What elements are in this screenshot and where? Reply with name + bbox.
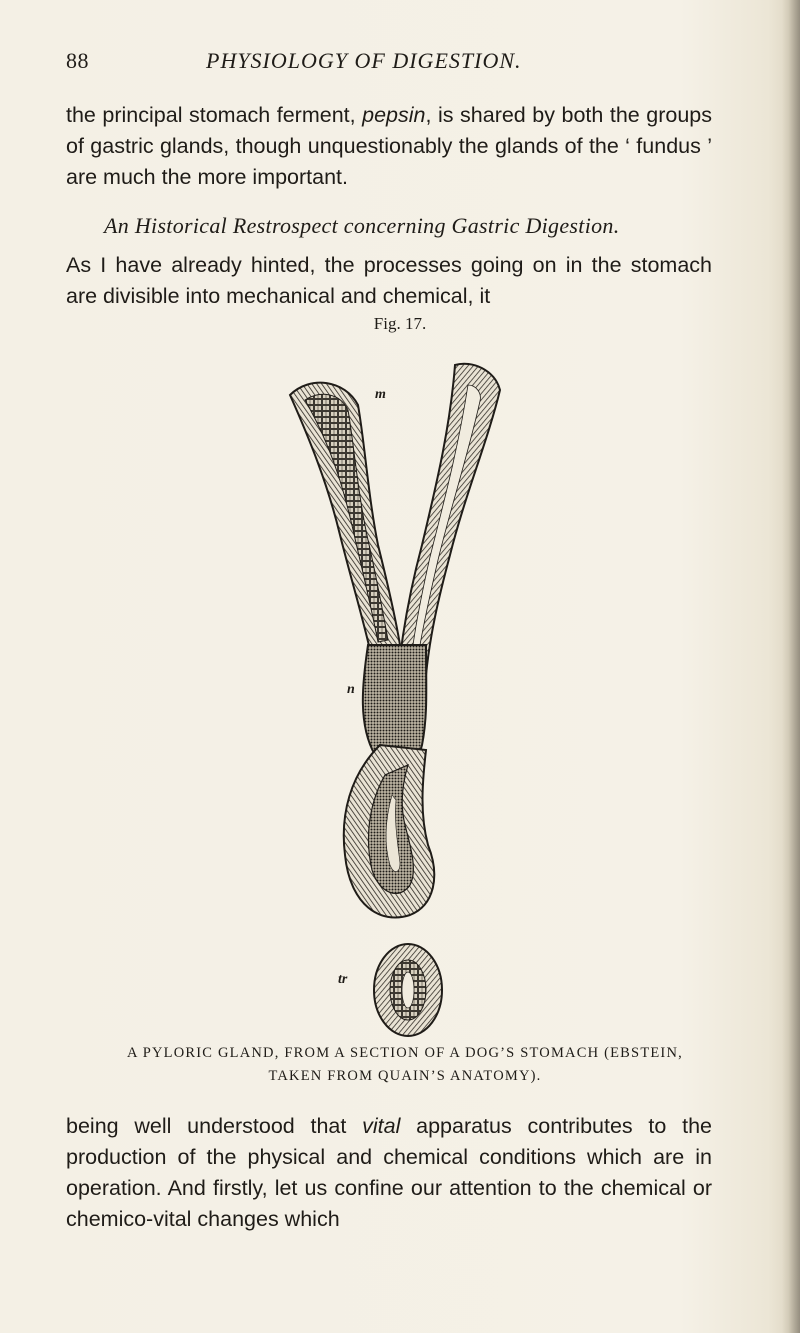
figure-marker-n: n [347,682,355,697]
running-head: PHYSIOLOGY OF DIGESTION. [206,48,522,73]
top-paragraph-italic: pepsin [362,103,426,127]
page-number: 88 [66,48,89,73]
figure-marker-tr: tr [338,972,348,987]
bottom-paragraph-text-a: being well understood that [66,1114,363,1138]
top-paragraph-text-b: , is shared by both the groups of gastric glands, though unquestionably the glands of the ‘ fundus ’ are much the more important. [66,103,713,189]
page-edge-shadow [782,0,800,1333]
bottom-paragraph [66,1111,712,1235]
section-paragraph: As I have already hinted, the processes going on in the stomach are divisible into mechanical and chemical, it [66,253,712,308]
section-heading: An Historical Restrospect concerning Gastric Digestion. [104,213,620,238]
gland-cross-section-lumen [402,972,414,1008]
pyloric-gland-illustration [250,345,530,1045]
figure-marker-m: m [375,387,386,402]
bottom-paragraph-italic: vital [362,1114,401,1138]
top-paragraph [66,100,712,193]
gland-right-lumen [410,385,480,670]
bottom-paragraph-text-b: apparatus contributes to the production of the physical and chemical conditions which are in operation. And firstly, let us confine our attention to the chemical or chemico-vital changes which [66,1114,713,1231]
figure-label: Fig. 17. [373,314,427,333]
gland-drawing [250,345,530,1045]
top-paragraph-text-a: the principal stomach ferment, [66,103,363,127]
caption-line-2: TAKEN FROM QUAIN’S ANATOMY). [268,1068,542,1084]
figure-caption [90,1042,720,1088]
caption-line-1: A PYLORIC GLAND, FROM A SECTION OF A DOG’S STOMACH (EBSTEIN, [127,1045,683,1061]
